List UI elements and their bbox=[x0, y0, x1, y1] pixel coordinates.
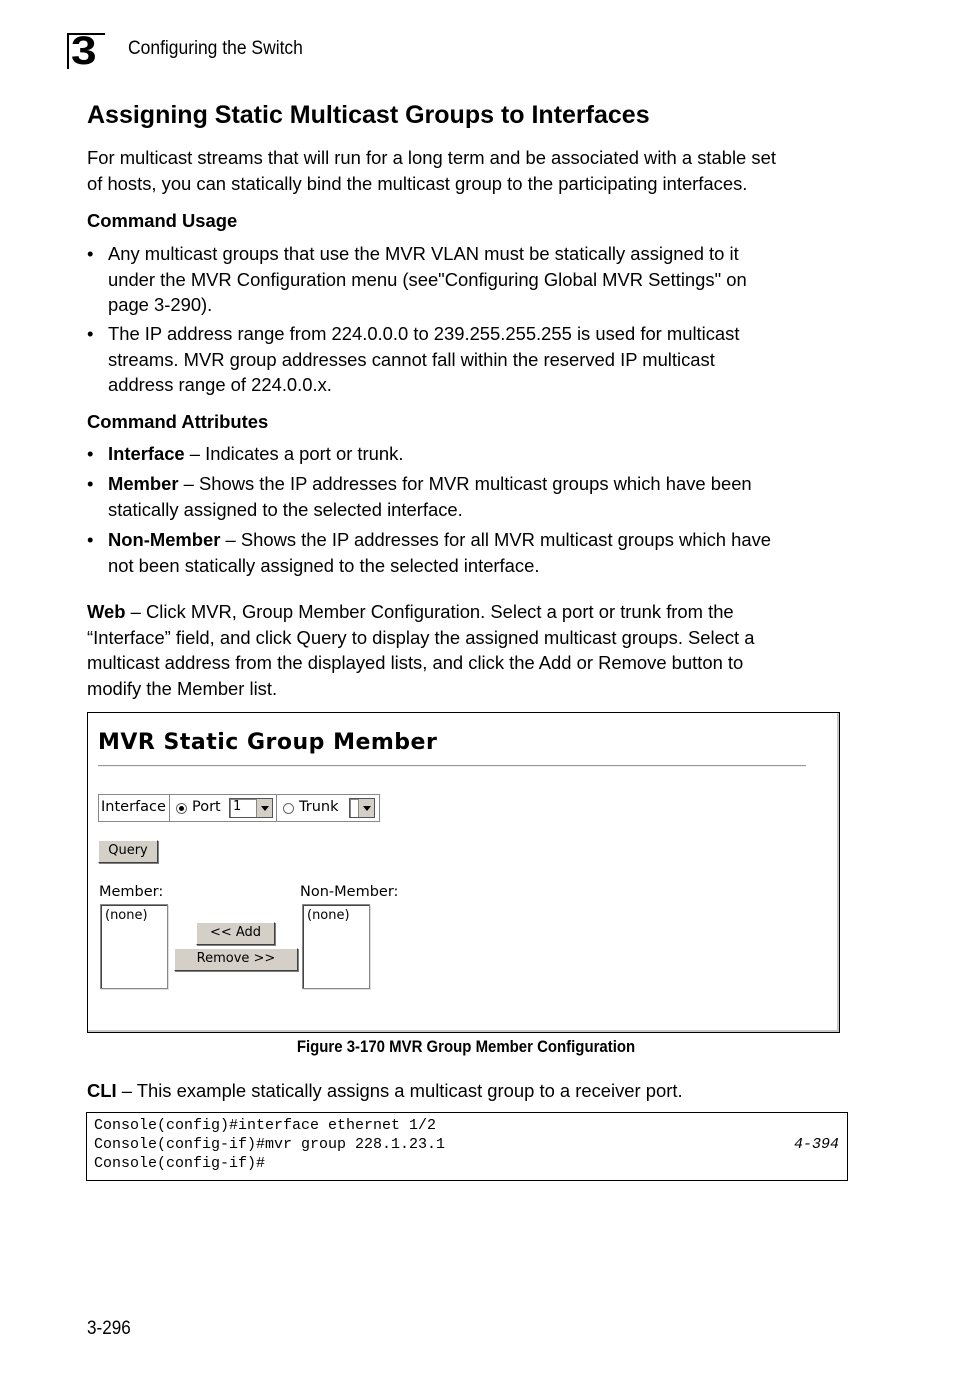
member-listbox[interactable] bbox=[100, 904, 168, 989]
non-member-listbox[interactable] bbox=[302, 904, 370, 989]
trunk-label: Trunk bbox=[299, 799, 339, 815]
figure-caption: Figure 3-170 MVR Group Member Configuration bbox=[296, 1037, 636, 1056]
trunk-radio[interactable] bbox=[283, 803, 294, 814]
list-item[interactable]: (none) bbox=[105, 908, 148, 923]
figure-frame bbox=[87, 712, 840, 1033]
running-title: Configuring the Switch bbox=[128, 38, 303, 59]
usage-bullet: • The IP address range from 224.0.0.0 to 239.255.255.255 is used for multicast streams. MVR group addresses cannot fall within the reserved IP multicast address range of 224.0.0.x. bbox=[87, 323, 740, 395]
list-item[interactable]: (none) bbox=[307, 908, 350, 923]
interface-label: Interface bbox=[101, 799, 166, 815]
chevron-down-icon[interactable] bbox=[256, 799, 272, 817]
cli-code-block bbox=[86, 1112, 848, 1181]
code-page-reference: 4-394 bbox=[793, 1136, 839, 1153]
page-number: 3-296 bbox=[87, 1318, 131, 1339]
code-line: Console(config-if)#mvr group 228.1.23.1 bbox=[94, 1136, 446, 1153]
command-usage-heading: Command Usage bbox=[87, 210, 238, 231]
port-label: Port bbox=[192, 799, 221, 815]
figure-title: MVR Static Group Member bbox=[98, 730, 438, 755]
code-line: Console(config-if)# bbox=[94, 1155, 266, 1172]
attribute-item-member: • Member – Shows the IP addresses for MVR multicast groups which have been statically assigned to the selected interface. bbox=[87, 473, 752, 520]
chapter-number-box bbox=[67, 29, 105, 73]
non-member-label: Non-Member: bbox=[300, 884, 399, 900]
port-select[interactable]: 1 bbox=[229, 798, 273, 818]
chapter-number: 3 bbox=[71, 29, 96, 73]
member-label: Member: bbox=[99, 884, 164, 900]
usage-bullet: • Any multicast groups that use the MVR VLAN must be statically assigned to it under the MVR Configuration menu (see"Configuring Global MVR Settings" on page 3-290). bbox=[87, 243, 747, 315]
code-line: Console(config)#interface ethernet 1/2 bbox=[94, 1117, 437, 1134]
web-paragraph: Web – Click MVR, Group Member Configuration. Select a port or trunk from the “Interface” field, and click Query to display the assigned multicast groups. Select a multicast address from the displayed lists, and click the Add or Remove button to modify the Member list. bbox=[87, 601, 755, 699]
section-title: Assigning Static Multicast Groups to Interfaces bbox=[87, 101, 650, 129]
remove-button[interactable]: Remove >> bbox=[174, 948, 298, 971]
figure-title-rule bbox=[98, 765, 806, 767]
command-attributes-heading: Command Attributes bbox=[87, 411, 269, 432]
interface-selector bbox=[98, 794, 380, 822]
port-radio[interactable] bbox=[176, 803, 187, 814]
query-button[interactable]: Query bbox=[98, 840, 158, 863]
attribute-item-interface: • Interface – Indicates a port or trunk. bbox=[87, 443, 404, 464]
trunk-select[interactable] bbox=[349, 798, 375, 818]
cli-paragraph: CLI – This example statically assigns a multicast group to a receiver port. bbox=[87, 1080, 683, 1101]
add-button[interactable]: << Add bbox=[196, 922, 275, 945]
attribute-item-non-member: • Non-Member – Shows the IP addresses for all MVR multicast groups which have not been statically assigned to the selected interface. bbox=[87, 529, 772, 576]
intro-paragraph: For multicast streams that will run for a long term and be associated with a stable set of hosts, you can statically bind the multicast group to the participating interfaces. bbox=[87, 147, 776, 194]
chevron-down-icon[interactable] bbox=[358, 799, 374, 817]
